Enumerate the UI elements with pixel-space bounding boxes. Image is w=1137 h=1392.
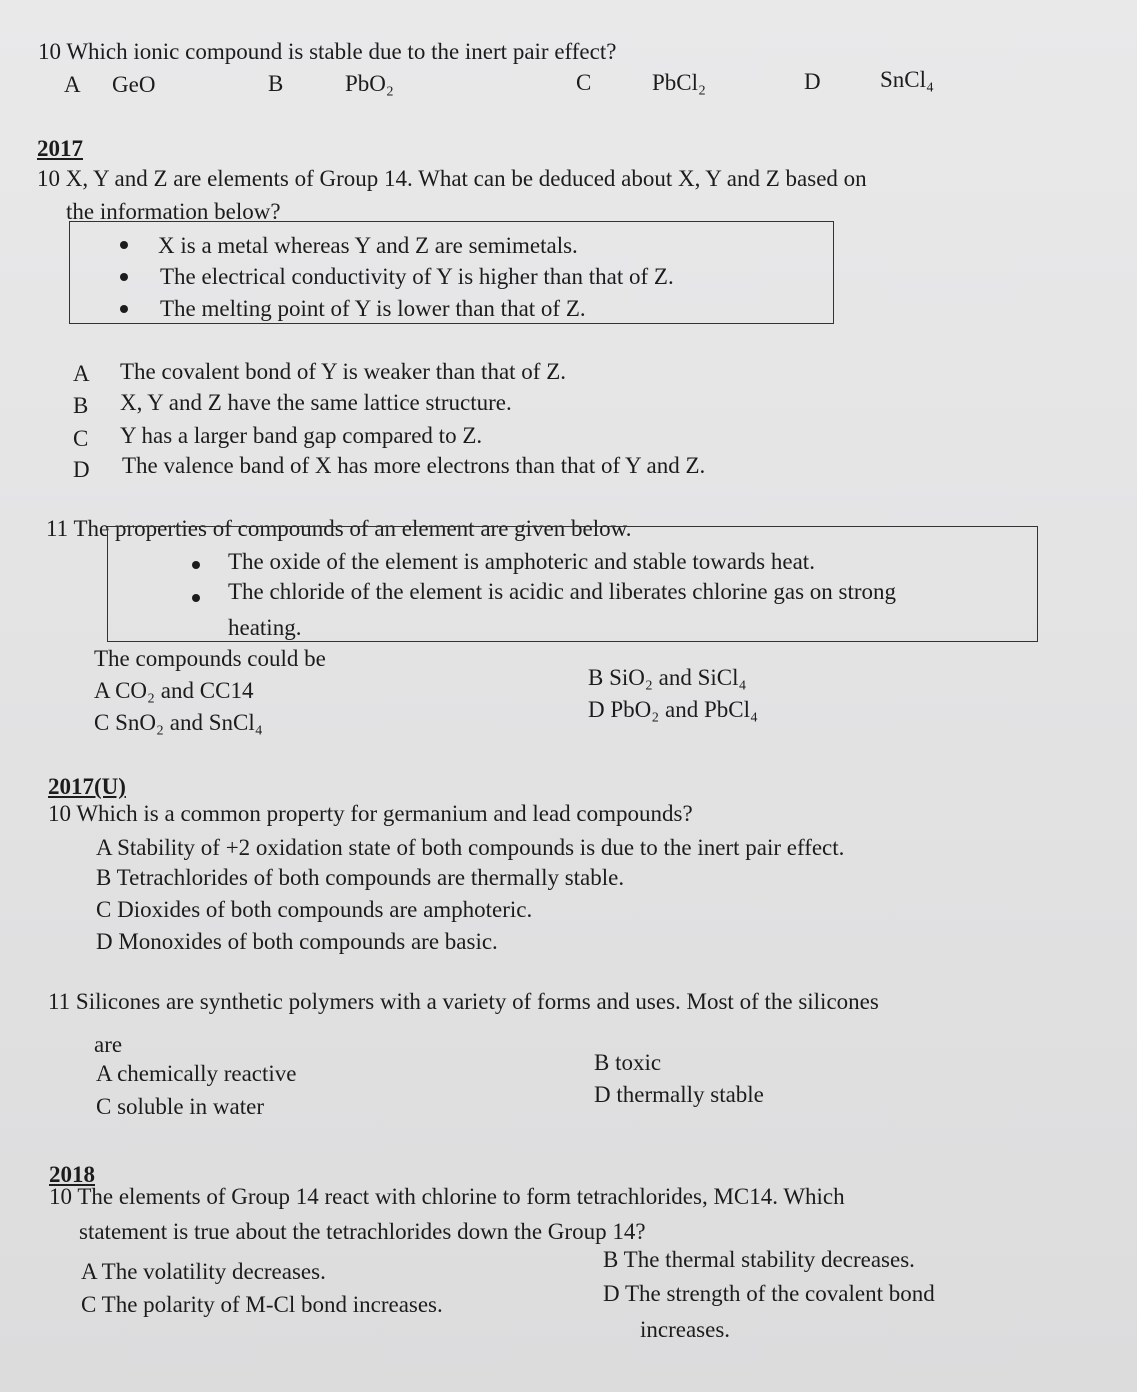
bullet-dot [120,305,128,313]
question-11-2017u-stem: 11 Silicones are synthetic polymers with a variety of forms and uses. Most of the silicones [48,989,879,1014]
info-bullet-2-cont: heating. [228,615,302,640]
year-heading-2017u: 2017(U) [48,774,126,799]
option-d: D PbO₂ and PbCl₄ [588,697,759,722]
option-a: A The volatility decreases. [81,1259,326,1284]
option-d-text: The valence band of X has more electrons than that of Y and Z. [122,453,706,478]
option-a-letter: A [64,72,81,97]
option-d-letter: D [804,69,821,94]
question-11-2017u-stem-cont: are [94,1032,123,1057]
info-bullet-1: X is a metal whereas Y and Z are semimetals. [158,233,578,258]
info-bullet-3: The melting point of Y is lower than that of Z. [160,296,586,321]
option-d-cont: increases. [640,1317,731,1342]
option-c: C Dioxides of both compounds are amphoteric. [96,897,533,922]
info-bullet-1: The oxide of the element is amphoteric and stable towards heat. [228,549,815,574]
option-c-text: PbCl₂ [652,70,707,95]
option-b-letter: B [73,393,89,418]
bullet-dot [120,241,128,249]
option-b-text: X, Y and Z have the same lattice structure. [120,390,512,415]
option-c: C SnO₂ and SnCl₄ [94,710,263,735]
option-d: D thermally stable [594,1082,764,1107]
year-heading-2018: 2018 [49,1162,95,1187]
option-b-text: PbO₂ [345,71,394,96]
option-b: B toxic [594,1050,662,1075]
option-c: C The polarity of M-Cl bond increases. [81,1292,443,1317]
option-c-text: Y has a larger band gap compared to Z. [120,423,483,448]
option-a-letter: A [73,361,90,386]
bullet-dot [120,273,128,281]
option-c-letter: C [73,426,89,451]
info-bullet-2: The electrical conductivity of Y is higher than that of Z. [160,264,674,289]
option-a: A CO₂ and CC14 [94,678,254,703]
question-11-stem: 11 The properties of compounds of an element are given below. [46,516,632,541]
option-d: D The strength of the covalent bond [603,1281,935,1306]
option-b-letter: B [268,71,284,96]
bullet-dot [192,594,200,602]
question-10-2017-stem-line2: the information below? [66,199,281,224]
question-10-2018-stem-line2: statement is true about the tetrachlorides down the Group 14? [79,1219,646,1244]
lead-text: The compounds could be [94,646,326,671]
question-10-2017-stem-line1: 10 X, Y and Z are elements of Group 14. What can be deduced about X, Y and Z based on [37,166,867,191]
year-heading-2017: 2017 [37,136,83,161]
question-10-2017u-stem: 10 Which is a common property for germanium and lead compounds? [48,801,693,826]
option-c-letter: C [576,70,592,95]
option-d: D Monoxides of both compounds are basic. [96,929,498,954]
option-c: C soluble in water [96,1094,264,1119]
bullet-dot [192,561,200,569]
question-10-stem: 10 Which ionic compound is stable due to the inert pair effect? [38,39,617,64]
option-d-letter: D [73,457,90,482]
option-a-text: GeO [112,72,156,97]
option-b: B SiO₂ and SiCl₄ [588,665,747,690]
option-a: A chemically reactive [96,1061,297,1086]
info-bullet-2: The chloride of the element is acidic and liberates chlorine gas on strong [228,579,897,604]
question-10-2018-stem-line1: 10 The elements of Group 14 react with chlorine to form tetrachlorides, MC14. Which [49,1184,845,1209]
option-d-text: SnCl₄ [880,67,935,92]
option-b: B The thermal stability decreases. [603,1247,915,1272]
option-a: A Stability of +2 oxidation state of both compounds is due to the inert pair effect. [96,835,845,860]
option-a-text: The covalent bond of Y is weaker than that of Z. [120,359,567,384]
option-b: B Tetrachlorides of both compounds are thermally stable. [96,865,625,890]
